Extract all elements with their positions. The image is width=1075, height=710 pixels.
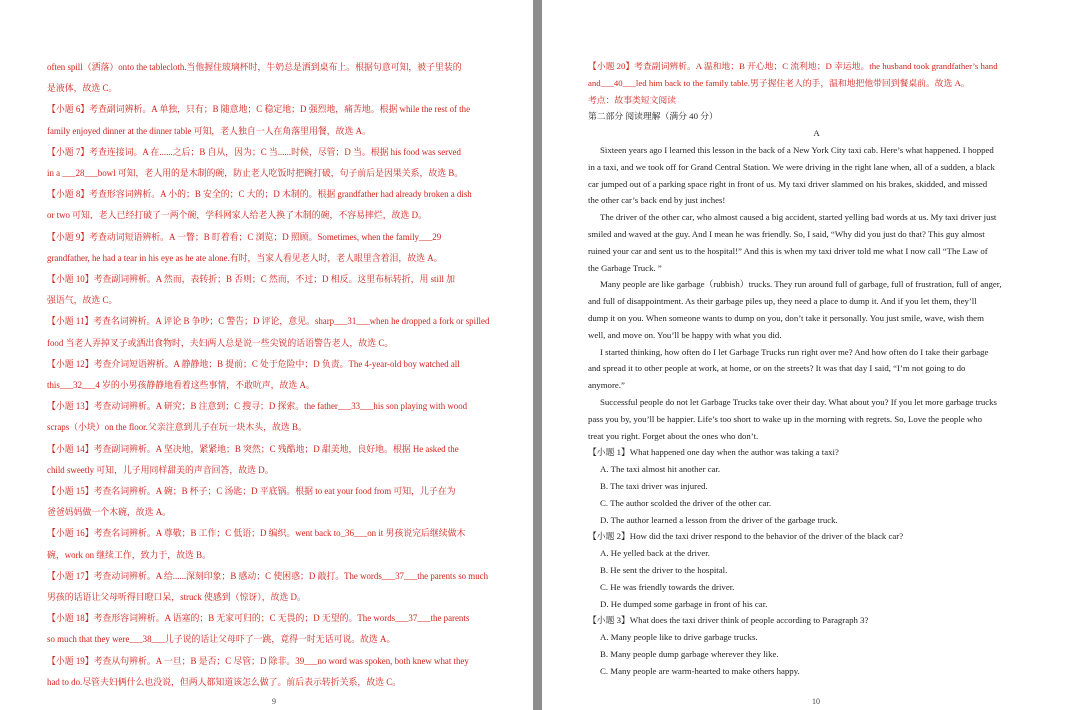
answer-line: 【小题 6】考查副词辨析。A 单独，只有；B 随意地；C 稳定地；D 强烈地，痛苦地。根据 while the rest of the	[47, 104, 471, 115]
answer-line: 【小题 13】考查动词辨析。A 研究；B 注意到；C 搜寻；D 探索。the father___33___his son playing with wood	[47, 401, 468, 412]
passage	[588, 142, 1045, 444]
passage-line: Successful people do not let Garbage Trucks take over their day. What about you? If you let more garbage trucks	[600, 396, 997, 407]
answer-line: 【小题 18】考查形容词辨析。A 语塞的；B 无家可归的；C 无畏的；D 无望的。The words___37___the parents	[47, 613, 470, 624]
answer-line: 【小题 10】考查副词辨析。A 然而，表转折；B 否则；C 然而，不过；D 相反。这里布标转折，用 still 加	[47, 274, 456, 285]
question-option: A. The taxi almost hit another car.	[600, 464, 721, 475]
answer-line: child sweetly 可知，儿子用同样甜美的声音回答，故选 D。	[47, 464, 274, 475]
passage-line: treat you right. Forget about the ones who don’t.	[588, 430, 759, 441]
answer-line: 是液体，故选 C。	[47, 83, 118, 94]
answer-line: so much that they were___38___儿子说的话让父母吓了一跳，竟得一时无话可说。故选 A。	[47, 634, 396, 645]
answer-line: 男孩的话语让父母听得目瞪口呆，struck 使感到（惊讶），故选 D。	[47, 592, 306, 603]
left-page	[0, 0, 533, 710]
answer-line: 【小题 19】考查从句辨析。A 一旦；B 是否；C 尽管；D 除非。39___no word was spoken, both knew what they	[47, 655, 469, 666]
answer-line: 【小题 16】考查名词辨析。A 尊敬；B 工作；C 低语；D 编织。went back to_36___on it 男孩说完后继续做木	[47, 528, 466, 539]
answer-line: 【小题 8】考查形容词辨析。A 小的；B 安全的；C 大的；D 木制的。根据 grandfather had already broken a dish	[47, 189, 472, 200]
passage-line: ruined your car and sent us to the hospital!” And this is when my taxi driver told me what I now call “The Law of	[588, 245, 988, 256]
answer-line: 强语气，故选 C。	[47, 295, 118, 306]
answer-line: in a ___28___bowl 可知，老人用的是木制的碗，防止老人吃饭时把碗打破，句子前后是因果关系，故选 B。	[47, 168, 464, 179]
passage-line: I started thinking, how often do I let Garbage Trucks run right over me? And how often do I take their garbage	[600, 346, 989, 357]
answer-line: 【小题 20】考查副词辨析。A 温和地；B 开心地；C 流利地；D 幸运地。the husband took grandfather’s hand	[588, 61, 998, 71]
answer-line: 【小题 7】考查连接词。A 在......之后；B 自从，因为；C 当......时候，尽管；D 当。根据 his food was served	[47, 146, 461, 157]
passage-line: car jumped out of a parking space right in front of us. My taxi driver slammed on his brakes, skidded, and missed	[588, 178, 988, 189]
page-gap	[533, 0, 542, 710]
answer-explanations	[47, 57, 503, 693]
answer-line: this___32___4 岁的小男孩静静地看着这些事情，不敢吭声，故选 A。	[47, 380, 315, 391]
questions	[588, 444, 1045, 679]
question-option: B. The taxi driver was injured.	[600, 480, 708, 491]
passage-line: the other car’s back end by just inches!	[588, 195, 726, 206]
answer-line: or two 可知，老人已经打破了一两个碗，学科网家人给老人换了木制的碗，不容易摔烂，故选 D。	[47, 210, 427, 221]
question-option: C. The author scolded the driver of the other car.	[600, 497, 772, 508]
right-page	[542, 0, 1075, 710]
passage-line: smiled and waved at the guy. And I mean he was friendly. So, I said, “Why did you just do that? This guy almost	[588, 228, 985, 239]
section-title: 第二部分 阅读理解（满分 40 分）	[588, 111, 718, 122]
passage-line: Sixteen years ago I learned this lesson in the back of a New York City taxi cab. Here’s what happened. I hopped	[600, 144, 994, 155]
answer-line: 【小题 11】考查名词辨析。A 评论 B 争吵；C 警告；D 评论，意见。sharp___31___when he dropped a fork or spilled	[47, 316, 490, 327]
answer-explanations-continued	[588, 58, 1045, 92]
passage-line: pass you by, you’ll be happier. Life’s too short to wake up in the morning with regrets. So, Love the people who	[588, 413, 982, 424]
question-stem: 【小题 1】What happened one day when the author was taking a taxi?	[588, 447, 839, 458]
question-option: C. He was friendly towards the driver.	[600, 581, 735, 592]
passage-line: dump it on you. When someone wants to dump on you, don’t take it personally. You just smile, wave, wish them	[588, 312, 984, 323]
question-option: B. Many people dump garbage wherever they like.	[600, 648, 779, 659]
answer-line: 爸爸妈妈做一个木碗，故选 A。	[47, 507, 172, 518]
passage-letter: A	[813, 128, 820, 139]
page-number-left: 9	[272, 697, 276, 706]
question-option: B. He sent the driver to the hospital.	[600, 564, 728, 575]
passage-line: well, and move on. You’ll be happy with what you did.	[588, 329, 782, 340]
question-stem: 【小题 2】How did the taxi driver respond to the behavior of the driver of the black car?	[588, 531, 904, 542]
question-option: D. He dumped some garbage in front of his car.	[600, 598, 768, 609]
answer-line: 【小题 9】考查动词短语辨析。A 一瞥；B 盯着看；C 浏览；D 照顾。Sometimes, when the family___29	[47, 231, 442, 242]
passage-line: The driver of the other car, who almost caused a big accident, started yelling bad words at us. My taxi driver just	[600, 212, 997, 223]
answer-line: 【小题 17】考查动词辨析。A 给......深刻印象；B 感动；C 使困惑；D 敲打。The words___37___the parents so much	[47, 570, 489, 581]
answer-line: grandfather, he had a tear in his eye as he ate alone.有时，当家人看见老人时，老人眼里含着泪，故选 A。	[47, 252, 443, 263]
passage-line: and spread it to other people at work, at home, or on the streets? It was that day I said, “I’m not going to do	[588, 363, 966, 374]
answer-line: 【小题 14】考查副词辨析。A 坚决地，紧紧地；B 突然；C 残酷地；D 甜美地，良好地。根据 He asked the	[47, 443, 459, 454]
answer-line: 【小题 15】考查名词辨析。A 碗；B 杯子；C 汤匙；D 平底锅。根据 to eat your food from 可知，儿子在为	[47, 486, 456, 497]
answer-line: often spill（洒落）onto the tablecloth.当他握住玻璃杯时，牛奶总是洒到桌布上。根据句意可知，被子里装的	[47, 62, 462, 72]
question-option: A. He yelled back at the driver.	[600, 548, 710, 559]
page-number-right: 10	[812, 697, 820, 706]
answer-line: had to do.尽管夫妇俩什么也没说，但两人都知道该怎么做了。前后表示转折关系，故选 C。	[47, 676, 402, 687]
question-option: A. Many people like to drive garbage trucks.	[600, 632, 758, 643]
question-option: D. The author learned a lesson from the driver of the garbage truck.	[600, 514, 838, 525]
passage-line: in a taxi, and we took off for Grand Central Station. We were driving in the right lane when, all of a sudden, a black	[588, 161, 995, 172]
answer-line: family enjoyed dinner at the dinner table 可知，老人独自一人在角落里用餐，故选 A。	[47, 125, 371, 136]
question-stem: 【小题 3】What does the taxi driver think of people according to Paragraph 3?	[588, 615, 869, 626]
answer-line: food 当老人弄掉叉子或洒出食物时，夫妇两人总是说一些尖锐的话语警告老人，故选 C。	[47, 337, 394, 348]
answer-line: and___40___led him back to the family table.男子握住老人的手，温和地把他带回到餐桌前。故选 A。	[588, 77, 970, 88]
passage-line: Many people are like garbage（rubbish）trucks. They run around full of garbage, full of frustration, full of anger,	[600, 279, 1002, 290]
passage-line: and full of disappointment. As their garbage piles up, they need a place to dump it. And if you let them, they’ll	[588, 296, 977, 307]
answer-line: 碗，work on 继续工作，致力于，故选 B。	[47, 549, 211, 560]
answer-line: scraps（小块）on the floor.父亲注意到儿子在玩一块木头，故选 B。	[47, 422, 307, 433]
passage-line: anymore.”	[588, 380, 625, 391]
topic-line: 考点：故事类短文阅读	[588, 94, 676, 105]
answer-line: 【小题 12】考查介词短语辨析。A 静静地；B 提前；C 处于危险中；D 负责。The 4-year-old boy watched all	[47, 358, 460, 369]
question-option: C. Many people are warm-hearted to make others happy.	[600, 665, 800, 676]
passage-line: the Garbage Truck. ”	[588, 262, 662, 273]
